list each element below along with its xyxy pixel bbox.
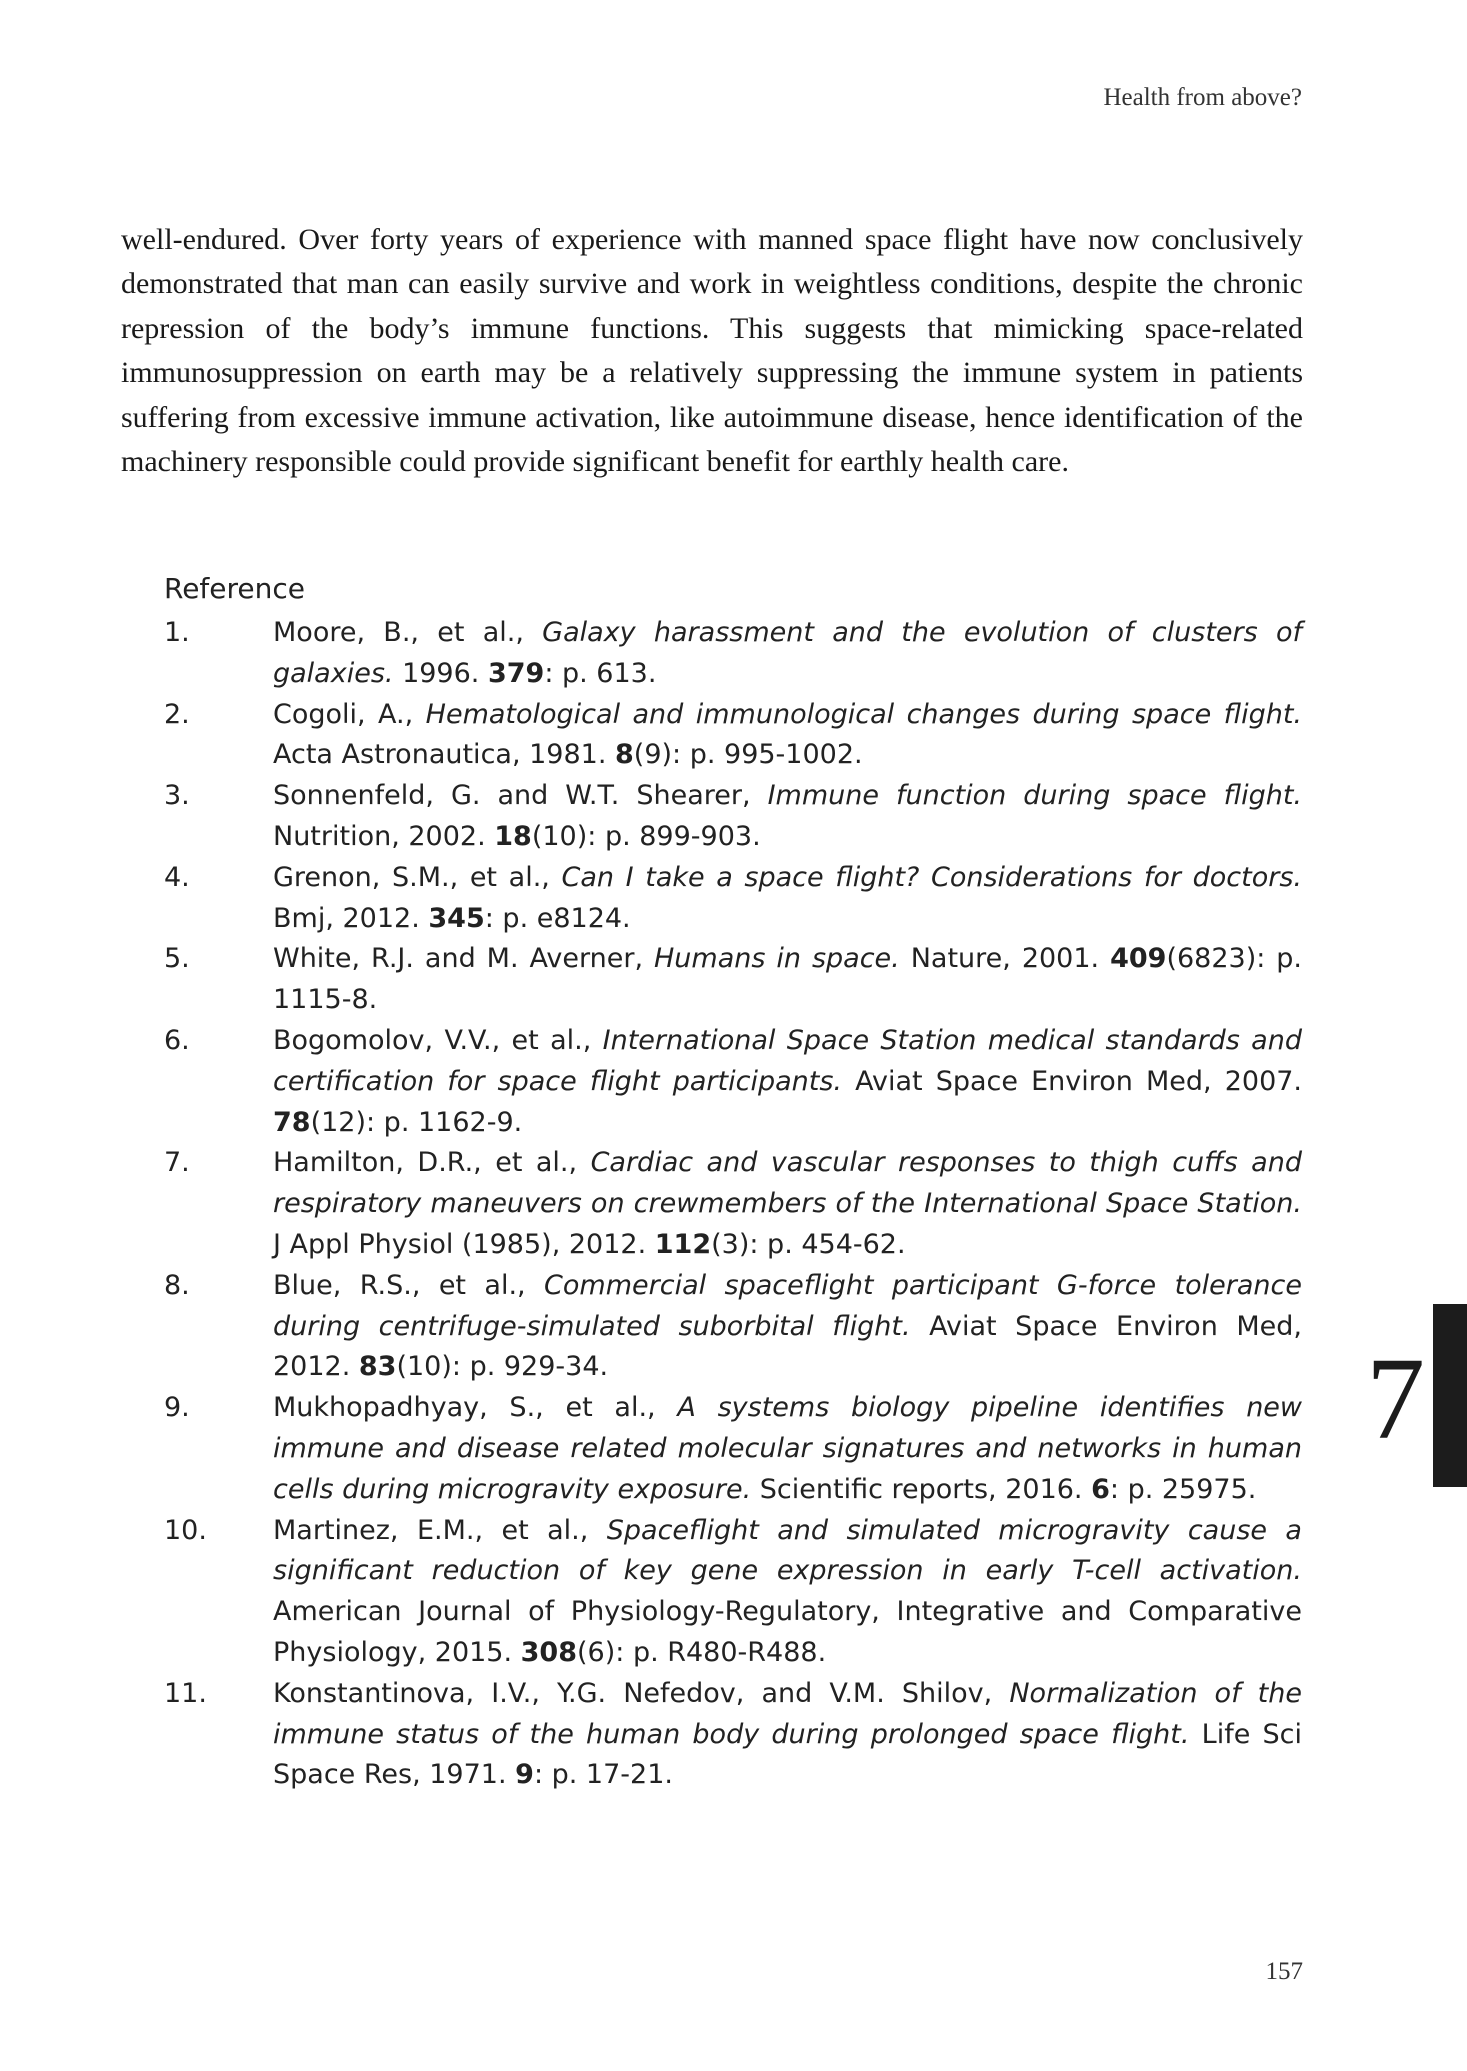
reference-item — [164, 1021, 1302, 1143]
reference-pages: : p. e8124. — [484, 902, 631, 934]
reference-source: Aviat Space Environ Med, 2012. — [273, 1310, 1302, 1383]
reference-pages: (10): p. 899-903. — [531, 820, 761, 852]
reference-pages: (12): p. 1162-9. — [310, 1106, 523, 1138]
reference-list — [164, 613, 1302, 1796]
reference-number: 8. — [164, 1269, 190, 1301]
reference-text — [273, 776, 1302, 858]
reference-text — [273, 613, 1302, 695]
reference-source: Nature, 2001. — [899, 943, 1111, 975]
reference-title: A systems biology pipeline identifies new immune and disease related molecular signatures and networks in human cells during microgravity exposure. — [273, 1392, 1303, 1505]
reference-item — [164, 613, 1302, 695]
reference-source: American Journal of Physiology-Regulatory, Integrative and Comparative Physiology, 2015. — [273, 1596, 1302, 1668]
reference-volume: 78 — [273, 1106, 311, 1138]
reference-source: Bmj, 2012. — [273, 902, 429, 934]
reference-number: 6. — [164, 1024, 190, 1056]
reference-text — [273, 1021, 1302, 1143]
reference-volume: 6 — [1091, 1473, 1110, 1505]
running-head: Health from above? — [1103, 84, 1302, 111]
reference-title: Commercial spaceflight participant G-force tolerance during centrifuge-simulated suborbital flight. — [273, 1269, 1302, 1342]
reference-pages: (9): p. 995-1002. — [633, 739, 863, 771]
reference-number: 11. — [164, 1677, 207, 1709]
reference-item — [164, 1266, 1302, 1388]
reference-authors: Cogoli, A., — [273, 698, 414, 730]
reference-source: J Appl Physiol (1985), 2012. — [273, 1228, 655, 1260]
reference-authors: White, R.J. and M. Averner, — [273, 943, 644, 975]
reference-pages: : p. 613. — [544, 657, 657, 689]
reference-title: Can I take a space flight? Considerations for doctors. — [561, 861, 1302, 893]
reference-source: 1996. — [393, 657, 488, 689]
reference-authors: Martinez, E.M., et al., — [273, 1514, 589, 1546]
reference-authors: Moore, B., et al., — [273, 617, 524, 648]
reference-item — [164, 858, 1302, 940]
reference-item — [164, 939, 1302, 1021]
reference-volume: 18 — [494, 820, 532, 852]
reference-text — [273, 858, 1302, 940]
reference-title: Galaxy harassment and the evolution of clusters of galaxies. — [273, 617, 1302, 689]
reference-authors: Hamilton, D.R., et al., — [273, 1147, 578, 1179]
reference-volume: 308 — [520, 1636, 578, 1668]
reference-authors: Konstantinova, I.V., Y.G. Nefedov, and V.M. Shilov, — [273, 1677, 993, 1709]
reference-source: Life Sci Space Res, 1971. — [273, 1718, 1302, 1791]
reference-title: Spaceflight and simulated microgravity cause a significant reduction of key gene expression in early T-cell activation. — [273, 1514, 1302, 1587]
reference-text — [273, 1511, 1302, 1674]
reference-pages: (6823): p. 1115-8. — [273, 943, 1303, 1016]
reference-number: 5. — [164, 943, 190, 975]
reference-pages: : p. 17-21. — [533, 1759, 673, 1791]
reference-item — [164, 1511, 1302, 1674]
reference-volume: 379 — [487, 657, 545, 689]
reference-number: 3. — [164, 780, 190, 812]
reference-title: Cardiac and vascular responses to thigh cuffs and respiratory maneuvers on crewmembers of the International Space Station. — [273, 1147, 1302, 1220]
reference-number: 7. — [164, 1147, 190, 1179]
chapter-number: 7 — [1366, 1333, 1425, 1464]
reference-item — [164, 1674, 1302, 1796]
reference-title: International Space Station medical standards and certification for space flight participants. — [273, 1024, 1302, 1097]
reference-authors: Sonnenfeld, G. and W.T. Shearer, — [273, 780, 751, 812]
reference-volume: 409 — [1110, 943, 1167, 975]
reference-source: Aviat Space Environ Med, 2007. — [841, 1065, 1303, 1097]
page-number: 157 — [1265, 1958, 1303, 1985]
reference-number: 1. — [164, 617, 190, 648]
body-paragraph: well-endured. Over forty years of experience with manned space flight have now conclusively demonstrated that man can easily survive and work in weightless conditions, despite the chronic repression of the body’s immune functions. This suggests that mimicking space-related immunosuppression on earth may be a relatively suppressing the immune system in patients suffering from excessive immune activation, like autoimmune disease, hence identification of the machinery responsible could provide significant benefit for earthly health care. — [121, 223, 1303, 479]
reference-item — [164, 1388, 1302, 1510]
reference-volume: 83 — [358, 1351, 397, 1383]
reference-text — [273, 939, 1302, 1021]
reference-number: 9. — [164, 1392, 190, 1424]
reference-authors: Blue, R.S., et al., — [273, 1269, 526, 1301]
reference-volume: 345 — [428, 902, 485, 934]
reference-item — [164, 776, 1302, 858]
chapter-tab — [1433, 1304, 1467, 1487]
reference-pages: (6): p. R480-R488. — [577, 1636, 827, 1668]
reference-authors: Bogomolov, V.V., et al., — [273, 1024, 592, 1056]
reference-text — [273, 1674, 1302, 1796]
references-heading: Reference — [164, 572, 305, 605]
reference-text — [273, 695, 1302, 777]
reference-source: Scientific reports, 2016. — [751, 1473, 1092, 1505]
reference-volume: 9 — [515, 1759, 534, 1791]
reference-title: Normalization of the immune status of the human body during prolonged space flight. — [273, 1677, 1302, 1750]
reference-source: Acta Astronautica, 1981. — [273, 739, 615, 771]
reference-authors: Grenon, S.M., et al., — [273, 861, 550, 893]
reference-item — [164, 695, 1302, 777]
reference-item — [164, 1143, 1302, 1265]
reference-title: Immune function during space flight. — [767, 780, 1302, 812]
reference-volume: 8 — [615, 739, 634, 771]
reference-source: Nutrition, 2002. — [273, 820, 495, 852]
reference-authors: Mukhopadhyay, S., et al., — [273, 1392, 656, 1424]
reference-text — [273, 1143, 1302, 1265]
reference-volume: 112 — [654, 1228, 712, 1260]
reference-pages: : p. 25975. — [1109, 1473, 1257, 1505]
reference-title: Humans in space. — [654, 943, 900, 975]
reference-number: 10. — [164, 1514, 207, 1546]
reference-text — [273, 1388, 1302, 1510]
reference-pages: (10): p. 929-34. — [396, 1351, 609, 1383]
reference-title: Hematological and immunological changes during space flight. — [425, 698, 1302, 730]
reference-text — [273, 1266, 1302, 1388]
reference-number: 4. — [164, 861, 190, 893]
reference-number: 2. — [164, 698, 190, 730]
reference-pages: (3): p. 454-62. — [711, 1228, 906, 1260]
